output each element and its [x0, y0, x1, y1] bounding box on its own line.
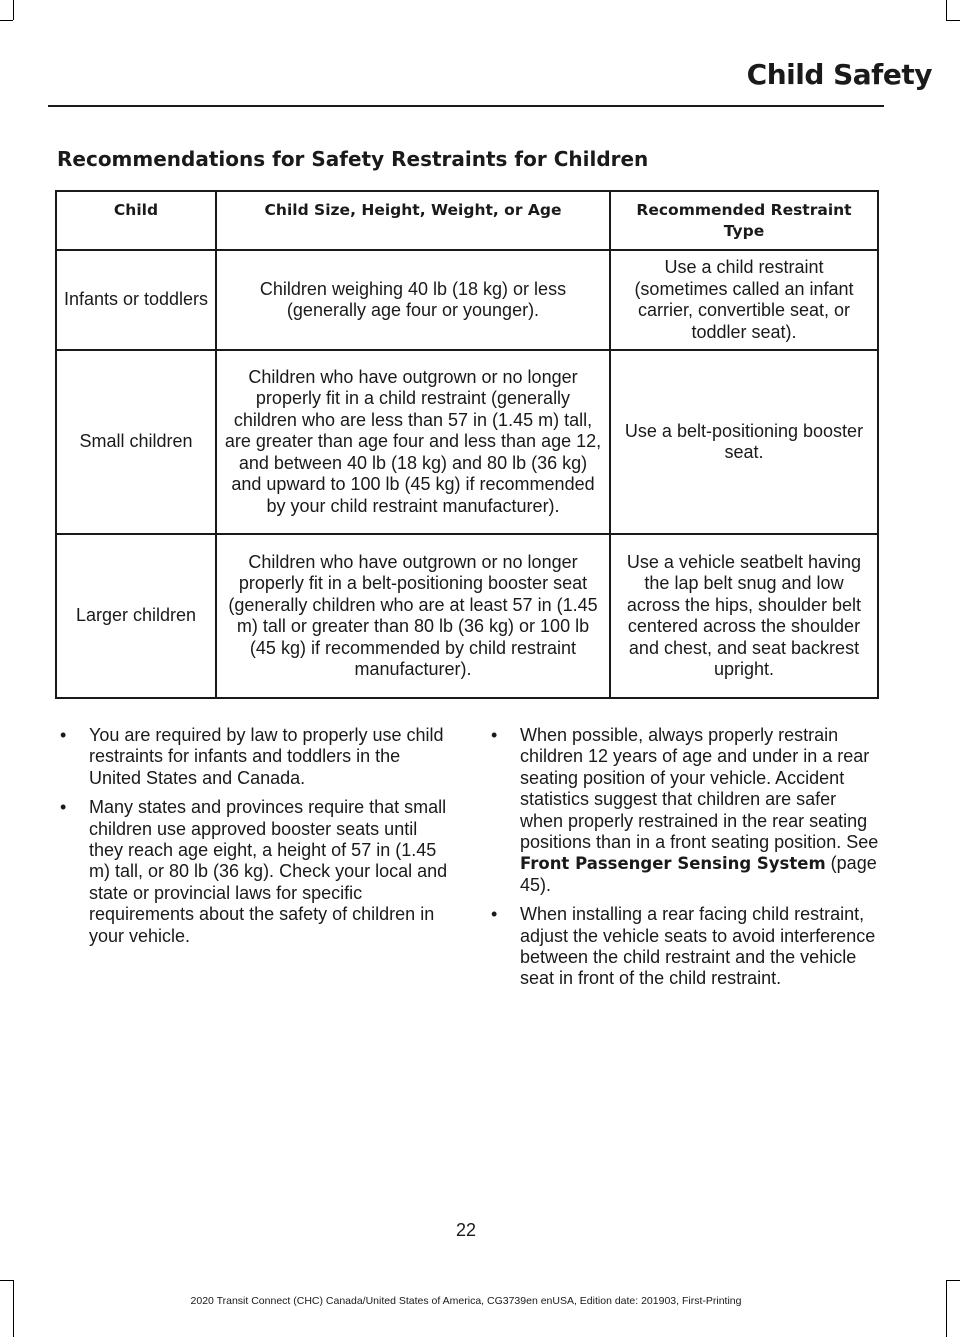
list-item-text: When installing a rear facing child restraint, adjust the vehicle seats to avoid interference between the child restraint and the vehicle seat in front of the child restraint. — [520, 904, 876, 989]
table-cell: Children who have outgrown or no longer properly fit in a belt-positioning booster seat (generally children who are at least 57 in (1.45 m) tall or greater than 80 lb (36 kg) or 100 lb (45 kg) if recommended by child restraint manufacturer). — [216, 534, 610, 698]
cross-reference-link[interactable]: Front Passenger Sensing System — [520, 854, 826, 874]
list-item — [57, 725, 449, 789]
crop-mark — [13, 0, 14, 20]
list-item — [57, 797, 449, 947]
bullet-icon: • — [491, 725, 498, 745]
crop-mark — [946, 1280, 960, 1281]
crop-mark — [0, 20, 13, 21]
list-item — [488, 904, 882, 990]
table-cell: Use a belt-positioning booster seat. — [610, 350, 878, 534]
section-heading: Recommendations for Safety Restraints for Children — [57, 147, 649, 171]
table-row — [56, 350, 878, 534]
page-reference: (page 45). — [520, 853, 877, 895]
crop-mark — [0, 1280, 13, 1281]
page-number: 22 — [455, 1220, 477, 1240]
table-cell: Children who have outgrown or no longer properly fit in a child restraint (generally children who are less than 57 in (1.45 m) tall, are greater than age four and less than age 12, and between 40 lb (18 kg) and 80 lb (36 kg) and upward to 100 lb (45 kg) if recommended by your child restraint manufacturer). — [216, 350, 610, 534]
table-header-row — [56, 191, 878, 250]
restraints-table — [55, 190, 879, 699]
crop-mark — [946, 20, 960, 21]
crop-mark — [13, 1280, 14, 1337]
bullet-list-left — [57, 725, 449, 955]
list-item-text: You are required by law to properly use child restraints for infants and toddlers in the United States and Canada. — [89, 725, 444, 788]
table-cell: Use a vehicle seatbelt having the lap belt snug and low across the hips, shoulder belt centered across the shoulder and chest, and seat backrest upright. — [610, 534, 878, 698]
footer-text: 2020 Transit Connect (CHC) Canada/United States of America, CG3739en enUSA, Edition date: 201903, First-Printing — [190, 1295, 742, 1307]
table-row — [56, 250, 878, 350]
table-cell: Children weighing 40 lb (18 kg) or less (generally age four or younger). — [216, 250, 610, 350]
table-cell: Small children — [56, 350, 216, 534]
bullet-icon: • — [60, 725, 67, 745]
table-cell: Infants or toddlers — [56, 250, 216, 350]
header-divider — [48, 105, 884, 107]
column-header-child: Child — [56, 191, 216, 250]
list-item-text: When possible, always properly restrain children 12 years of age and under in a rear seating position of your vehicle. Accident statistics suggest that children are safer when properly restrained in the rear seating positions than in a front seating position. See — [520, 725, 879, 853]
table-cell: Larger children — [56, 534, 216, 698]
page-title: Child Safety — [746, 58, 932, 91]
table-row — [56, 534, 878, 698]
bullet-list-right — [488, 725, 882, 998]
list-item-text: Many states and provinces require that small children use approved booster seats until they reach age eight, a height of 57 in (1.45 m) tall, or 80 lb (36 kg). Check your local and state or provincial laws for specific requirements about the safety of children in your vehicle. — [89, 797, 448, 946]
table-cell: Use a child restraint (sometimes called an infant carrier, convertible seat, or toddler seat). — [610, 250, 878, 350]
list-item — [488, 725, 882, 896]
column-header-size: Child Size, Height, Weight, or Age — [216, 191, 610, 250]
crop-mark — [946, 0, 947, 20]
bullet-icon: • — [491, 904, 498, 925]
bullet-icon: • — [60, 797, 67, 818]
crop-mark — [946, 1280, 947, 1337]
column-header-restraint-type: Recommended Restraint Type — [610, 191, 878, 250]
